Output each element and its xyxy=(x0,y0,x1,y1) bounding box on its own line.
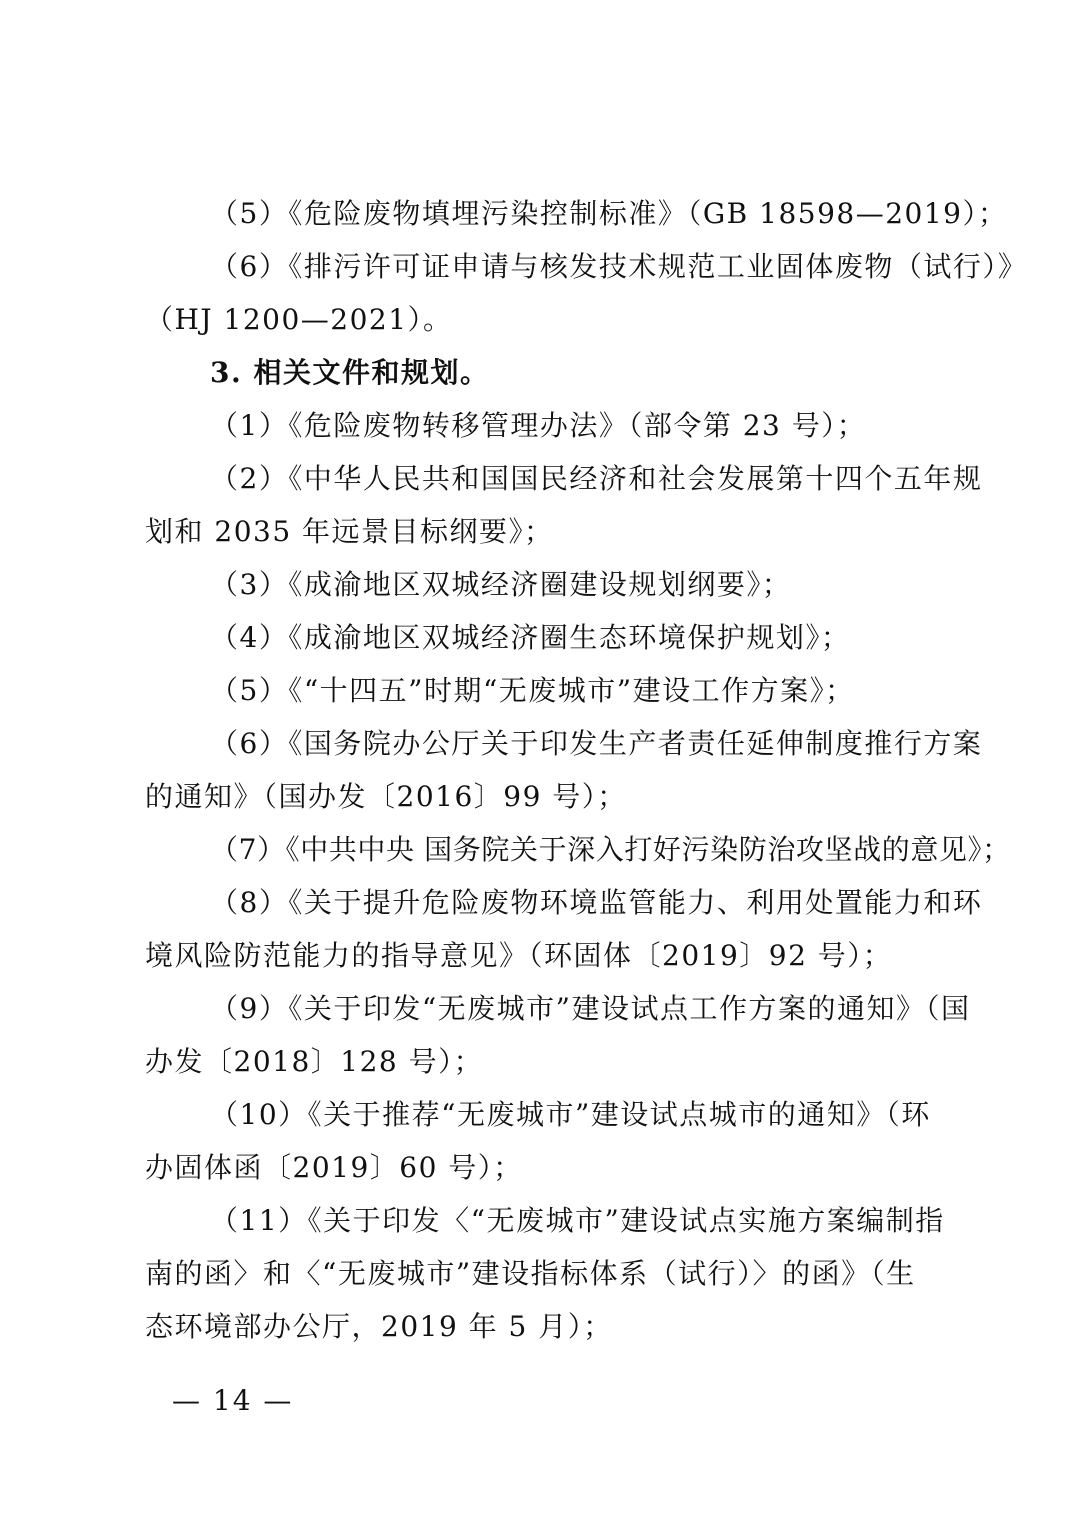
text-line: 态环境部办公厅，2019 年 5 月）； xyxy=(145,1310,613,1343)
text-line: （8）《关于提升危险废物环境监管能力、利用处置能力和环 xyxy=(210,886,983,919)
text-line: （11）《关于印发〈“无废城市”建设试点实施方案编制指 xyxy=(210,1204,945,1237)
text-line: 境风险防范能力的指导意见》（环固体〔2019〕92 号）； xyxy=(145,939,893,972)
text-line: （7）《中共中央 国务院关于深入打好污染防治攻坚战的意见》； xyxy=(210,833,1011,866)
text-line: 的通知》（国办发〔2016〕99 号）； xyxy=(145,780,627,813)
text-line: 办固体函〔2019〕60 号）； xyxy=(145,1151,523,1184)
text-line: （3）《成渝地区双城经济圈建设规划纲要》； xyxy=(210,568,792,601)
text-line: （2）《中华人民共和国国民经济和社会发展第十四个五年规 xyxy=(210,462,983,495)
text-line: （1）《危险废物转移管理办法》（部令第 23 号）； xyxy=(210,409,867,442)
text-line: （10）《关于推荐“无废城市”建设试点城市的通知》（环 xyxy=(210,1098,931,1131)
text-line: （6）《排污许可证申请与核发技术规范工业固体废物（试行）》 xyxy=(210,250,1028,283)
section-heading: 3. 相关文件和规划。 xyxy=(210,356,490,389)
text-line: 划和 2035 年远景目标纲要》； xyxy=(145,515,554,548)
text-line: （6）《国务院办公厅关于印发生产者责任延伸制度推行方案 xyxy=(210,727,983,760)
text-line: 办发〔2018〕128 号）； xyxy=(145,1045,484,1078)
text-line: （9）《关于印发“无废城市”建设试点工作方案的通知》（国 xyxy=(210,992,971,1025)
text-line: 南的函〉和〈“无废城市”建设指标体系（试行）〉的函》（生 xyxy=(145,1257,916,1290)
text-line: （HJ 1200—2021）。 xyxy=(145,303,453,336)
text-line: （5）《危险废物填埋污染控制标准》（GB 18598—2019）； xyxy=(210,197,1008,230)
page-number: — 14 — xyxy=(172,1384,294,1417)
text-line: （5）《“十四五”时期“无废城市”建设工作方案》； xyxy=(210,674,855,707)
text-line: （4）《成渝地区双城经济圈生态环境保护规划》； xyxy=(210,621,851,654)
